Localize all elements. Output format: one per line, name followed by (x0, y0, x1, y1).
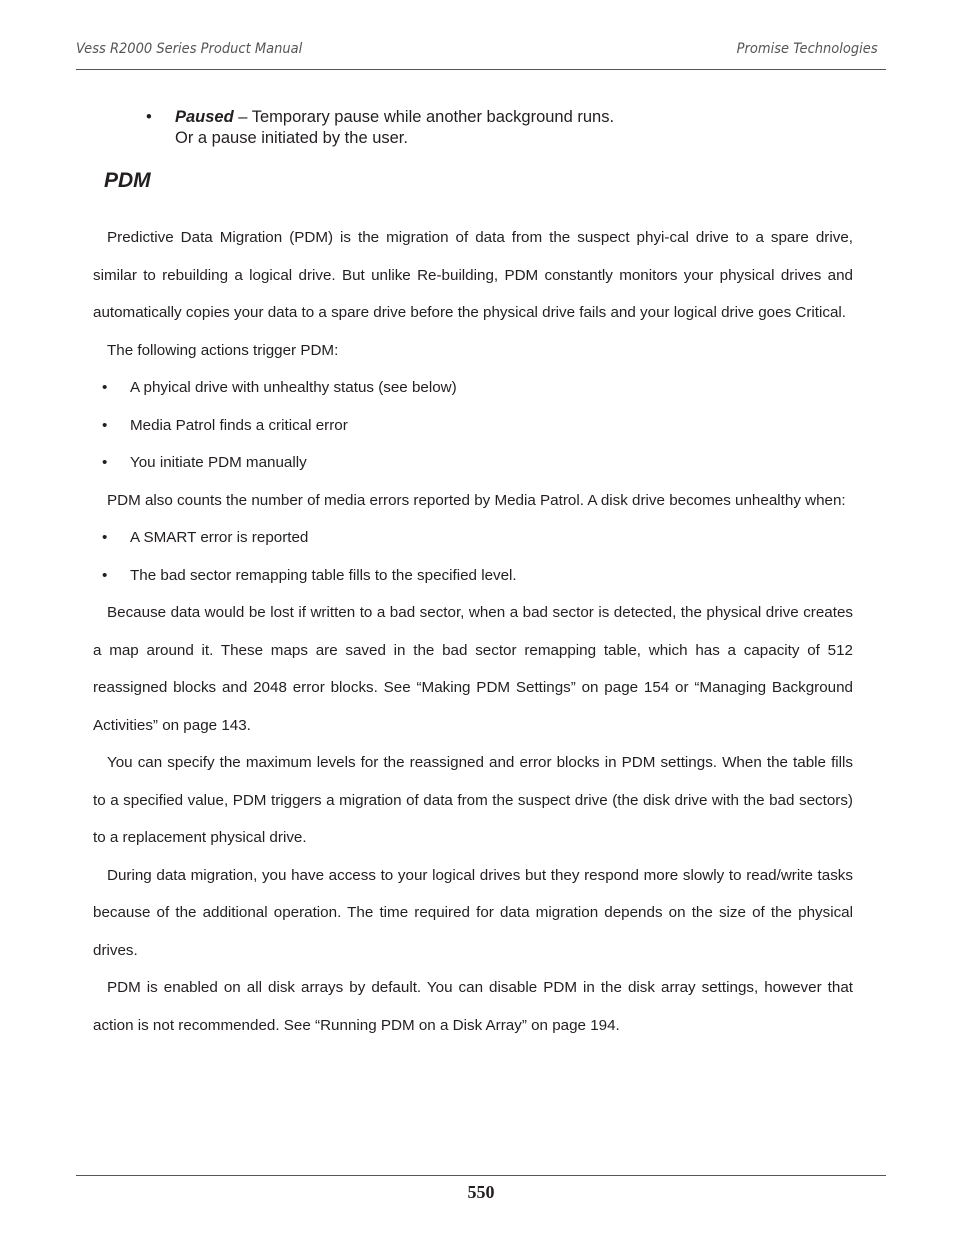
header-company: Promise Technologies (737, 41, 878, 57)
list-item: • Media Patrol finds a critical error (93, 407, 853, 445)
bullet-dot: • (102, 416, 108, 434)
bullet-dot: • (102, 566, 108, 584)
bullet-dot: • (102, 379, 108, 396)
page-number: 550 (467, 1182, 495, 1202)
header-manual-title: Vess R2000 Series Product Manual (76, 41, 303, 57)
paused-description: – Temporary pause while another background runs. Or a pause initiated by the user. (175, 108, 615, 147)
paused-bullet-text (175, 107, 626, 149)
body-text (93, 219, 853, 1044)
paragraph-during: During data migration, you have access to your logical drives but they respond more slowly to read/write tasks because of the additional operation. The time required for data migration depends on the size of the physical drives. (93, 866, 853, 959)
paragraph-enabled: PDM is enabled on all disk arrays by default. You can disable PDM in the disk array settings, however that action is not recommended. See “Running PDM on a Disk Array” on page 194. (93, 979, 853, 1034)
bullet-dot: • (102, 529, 108, 546)
paragraph-max-levels: You can specify the maximum levels for the reassigned and error blocks in PDM settings. When the table fills to a specified value, PDM triggers a migration of data from the suspect drive (the disk drive with the bad sectors) to a replacement physical drive. (93, 754, 853, 846)
page-footer (76, 1175, 886, 1202)
paused-term: Paused (175, 108, 234, 126)
list-item: • A phyical drive with unhealthy status (see below) (93, 369, 853, 407)
list-item: • You initiate PDM manually (93, 444, 853, 482)
page-header (76, 38, 886, 70)
section-title: PDM (104, 169, 151, 192)
paragraph-bad-sector: Because data would be lost if written to a bad sector, when a bad sector is detected, the physical drive creates a map around it. These maps are saved in the bad sector remapping table, which has a capacity of 512 reassigned blocks and 2048 error blocks. See “Making PDM Settings” on page 154 or “Managing Background Activities” on page 143. (93, 604, 853, 734)
paragraph-counts: PDM also counts the number of media errors reported by Media Patrol. A disk drive becomes unhealthy when: (107, 491, 846, 509)
paused-bullet-item (146, 107, 626, 149)
paragraph-intro: Predictive Data Migration (PDM) is the migration of data from the suspect phyi-cal drive to a spare drive, similar to rebuilding a logical drive. But unlike Re-building, PDM constantly monitors your physical drives and automatically copies your data to a spare drive before the physical drive fails and your logical drive goes Critical. (93, 229, 853, 321)
bullet-dot: • (102, 454, 108, 471)
paragraph-triggers-lead: The following actions trigger PDM: (107, 341, 339, 359)
bullet-dot: • (146, 108, 152, 126)
list-item: • The bad sector remapping table fills to the specified level. (93, 557, 853, 595)
unhealthy-list (93, 519, 853, 594)
trigger-list (93, 369, 853, 482)
list-item: • A SMART error is reported (93, 519, 853, 557)
